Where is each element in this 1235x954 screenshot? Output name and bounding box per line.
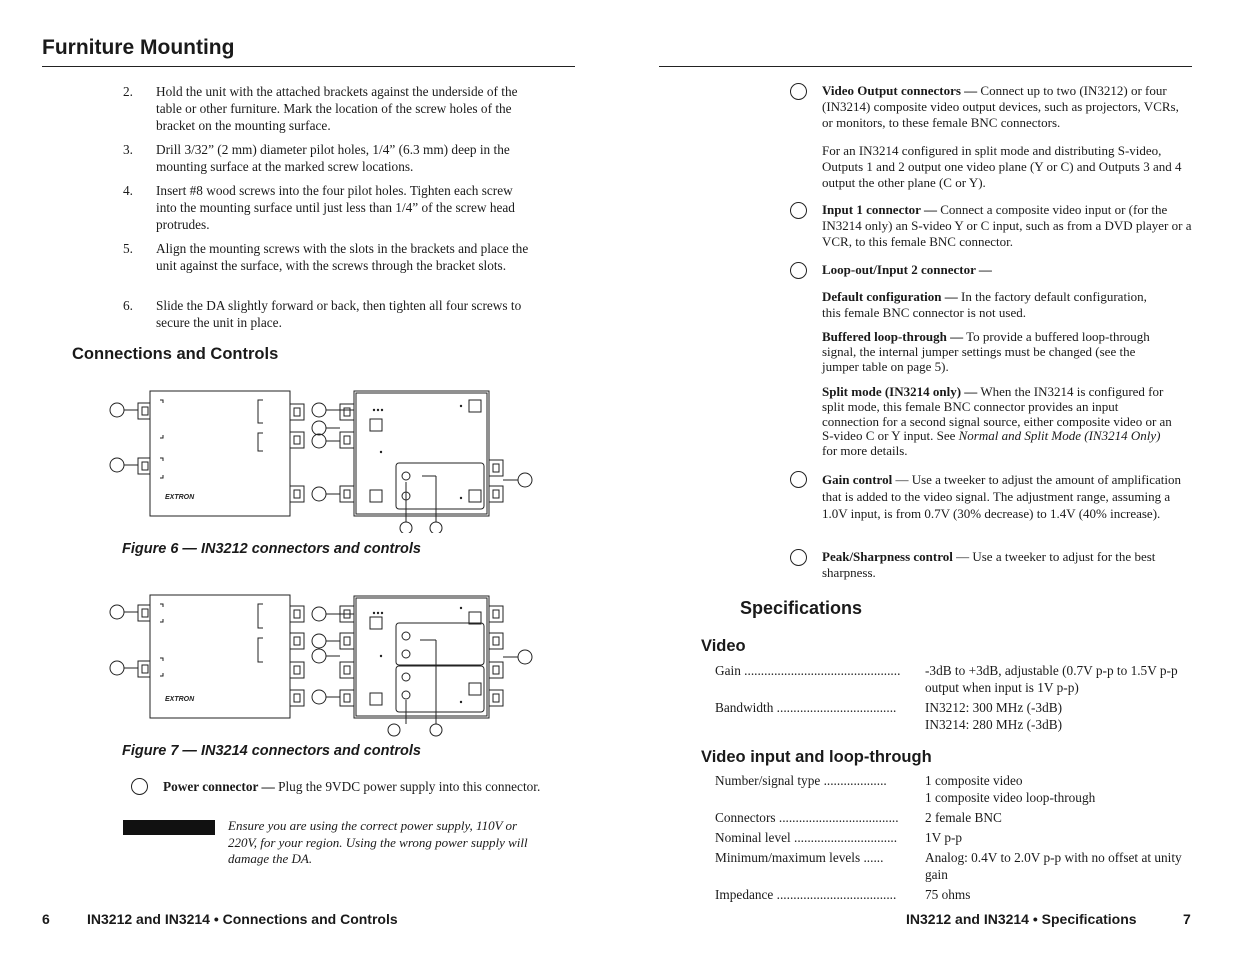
split-mode-output-note (822, 143, 1182, 191)
callout-circle (131, 778, 148, 795)
title-rule (42, 66, 575, 67)
spec-label-nominal-level: Nominal level ............................... (715, 830, 898, 845)
power-connector-entry (163, 779, 543, 795)
step-number: 3. (123, 142, 133, 157)
entry-text: — Use a tweeker to adjust for the best sharpness. (822, 549, 1156, 580)
video-input-heading: Video input and loop-through (701, 748, 932, 766)
specifications-heading: Specifications (740, 598, 863, 618)
step-number: 6. (123, 298, 133, 313)
entry-text: To provide a buffered loop-through signal, the internal jumper settings must be changed (see the jumper table on page 5). (822, 329, 1150, 374)
spec-value-connectors: 2 female BNC (925, 810, 1002, 825)
callout-circle (790, 202, 807, 219)
spec-value-bandwidth-2: IN3214: 280 MHz (-3dB) (925, 717, 1063, 732)
entry-label: Power connector — (163, 779, 275, 794)
entry-label: Peak/Sharpness control (822, 549, 953, 564)
footer-text-right: IN3212 and IN3214 • Specifications (906, 911, 1137, 927)
peak-control-entry (822, 549, 1194, 581)
step-text: Hold the unit with the attached brackets against the underside of the table or other furniture. Mark the location of the screw holes of the bracket on the mounting surface. (156, 84, 518, 133)
figure-7-diagram (108, 590, 538, 740)
entry-label: Video Output connectors — (822, 83, 978, 98)
entry-label: Gain control (822, 472, 893, 487)
spec-value-min-max-levels: Analog: 0.4V to 2.0V p-p with no offset at unity gain (925, 850, 1182, 882)
spec-label-min-max-levels: Minimum/maximum levels ...... (715, 850, 884, 865)
caution-bar (123, 820, 215, 835)
figure-6-caption: Figure 6 — IN3212 connectors and controls (122, 541, 421, 557)
spec-label-number-signal: Number/signal type ................... (715, 773, 887, 788)
footer-page-number-right: 7 (1183, 911, 1191, 927)
step-number: 5. (123, 241, 133, 256)
spec-value-bandwidth: IN3212: 300 MHz (-3dB) (925, 700, 1063, 715)
footer-text-left: IN3212 and IN3214 • Connections and Controls (87, 911, 398, 927)
input-1-entry (822, 202, 1192, 250)
spec-label-impedance: Impedance .................................... (715, 887, 897, 902)
entry-text: Connect up to two (IN3212) or four (IN3214) composite video output devices, such as projectors, VCRs, or monitors, to these female BNC connectors. (822, 83, 1179, 130)
spec-value-nominal-level: 1V p-p (925, 830, 963, 845)
spec-value-impedance: 75 ohms (925, 887, 971, 902)
device-logo: EXTRON (165, 494, 195, 501)
video-output-entry (822, 83, 1192, 131)
spec-label-connectors: Connectors .................................... (715, 810, 899, 825)
default-config-entry (822, 289, 1162, 321)
step-text: Slide the DA slightly forward or back, then tighten all four screws to secure the unit in place. (156, 298, 522, 330)
entry-label: Split mode (IN3214 only) — (822, 384, 978, 399)
video-heading: Video (701, 637, 746, 655)
step-text: Insert #8 wood screws into the four pilot holes. Tighten each screw into the mounting surface until just less than 1/4” of the screw head protrudes. (156, 183, 515, 232)
callout-circle (790, 549, 807, 566)
loop-out-entry (822, 262, 1192, 278)
gain-control-entry (822, 471, 1194, 522)
figure-6-diagram (108, 388, 538, 533)
spec-value-gain: -3dB to +3dB, adjustable (0.7V p-p to 1.5V p-p output when input is 1V p-p) (925, 663, 1178, 695)
step-number: 4. (123, 183, 133, 198)
spec-value-number-signal: 1 composite video (925, 773, 1023, 788)
entry-text: Plug the 9VDC power supply into this connector. (278, 779, 541, 794)
step-text: Align the mounting screws with the slots in the brackets and place the unit against the surface, with the screws through the bracket slots. (156, 241, 529, 273)
page-title: Furniture Mounting (42, 36, 235, 59)
split-mode-entry (822, 385, 1172, 459)
footer-page-number-left: 6 (42, 911, 50, 927)
spec-label-gain: Gain ............................................... (715, 663, 901, 678)
device-logo: EXTRON (165, 696, 195, 703)
section-heading-connections: Connections and Controls (72, 345, 279, 363)
entry-text-tail: for more details. (822, 443, 908, 459)
entry-label: Loop-out/Input 2 connector — (822, 262, 992, 277)
right-page-rule (659, 66, 1192, 67)
cross-reference: Normal and Split Mode (IN3214 Only) (958, 428, 1161, 444)
step-text: Drill 3/32” (2 mm) diameter pilot holes, 1/4” (6.3 mm) deep in the mounting surface at the marked screw locations. (156, 142, 510, 174)
entry-text: For an IN3214 configured in split mode and distributing S-video, Outputs 1 and 2 output one video plane (Y or C) and Outputs 3 and 4 output the other plane (C or Y). (822, 143, 1182, 190)
buffered-loop-entry (822, 329, 1162, 374)
figure-7-caption: Figure 7 — IN3214 connectors and controls (122, 743, 421, 759)
step-number: 2. (123, 84, 133, 99)
spec-value-number-signal-2: 1 composite video loop-through (925, 790, 1096, 805)
entry-text: When the IN3214 is configured for split mode, this female BNC connector provides an input connection for a second signal source, either composite video or an S-video C or Y input. See (822, 384, 1172, 444)
caution-note: Ensure you are using the correct power supply, 110V or 220V, for your region. Using the wrong power supply will damage the DA. (228, 818, 528, 866)
callout-circle (790, 83, 807, 100)
entry-text: — Use a tweeker to adjust the amount of amplification that is added to the video signal. The adjustment range, assuming a 1.0V input, is from 0.7V (30% decrease) to 1.4V (40% increase). (822, 472, 1181, 521)
entry-text: Connect a composite video input or (for the IN3214 only) an S-video Y or C input, such as from a DVD player or a VCR, to this female BNC connector. (822, 202, 1192, 249)
entry-label: Buffered loop-through — (822, 329, 964, 344)
callout-circle (790, 471, 807, 488)
spec-label-bandwidth: Bandwidth .................................... (715, 700, 897, 715)
entry-text: In the factory default configuration, this female BNC connector is not used. (822, 289, 1147, 320)
entry-label: Input 1 connector — (822, 202, 937, 217)
entry-label: Default configuration — (822, 289, 958, 304)
callout-circle (790, 262, 807, 279)
